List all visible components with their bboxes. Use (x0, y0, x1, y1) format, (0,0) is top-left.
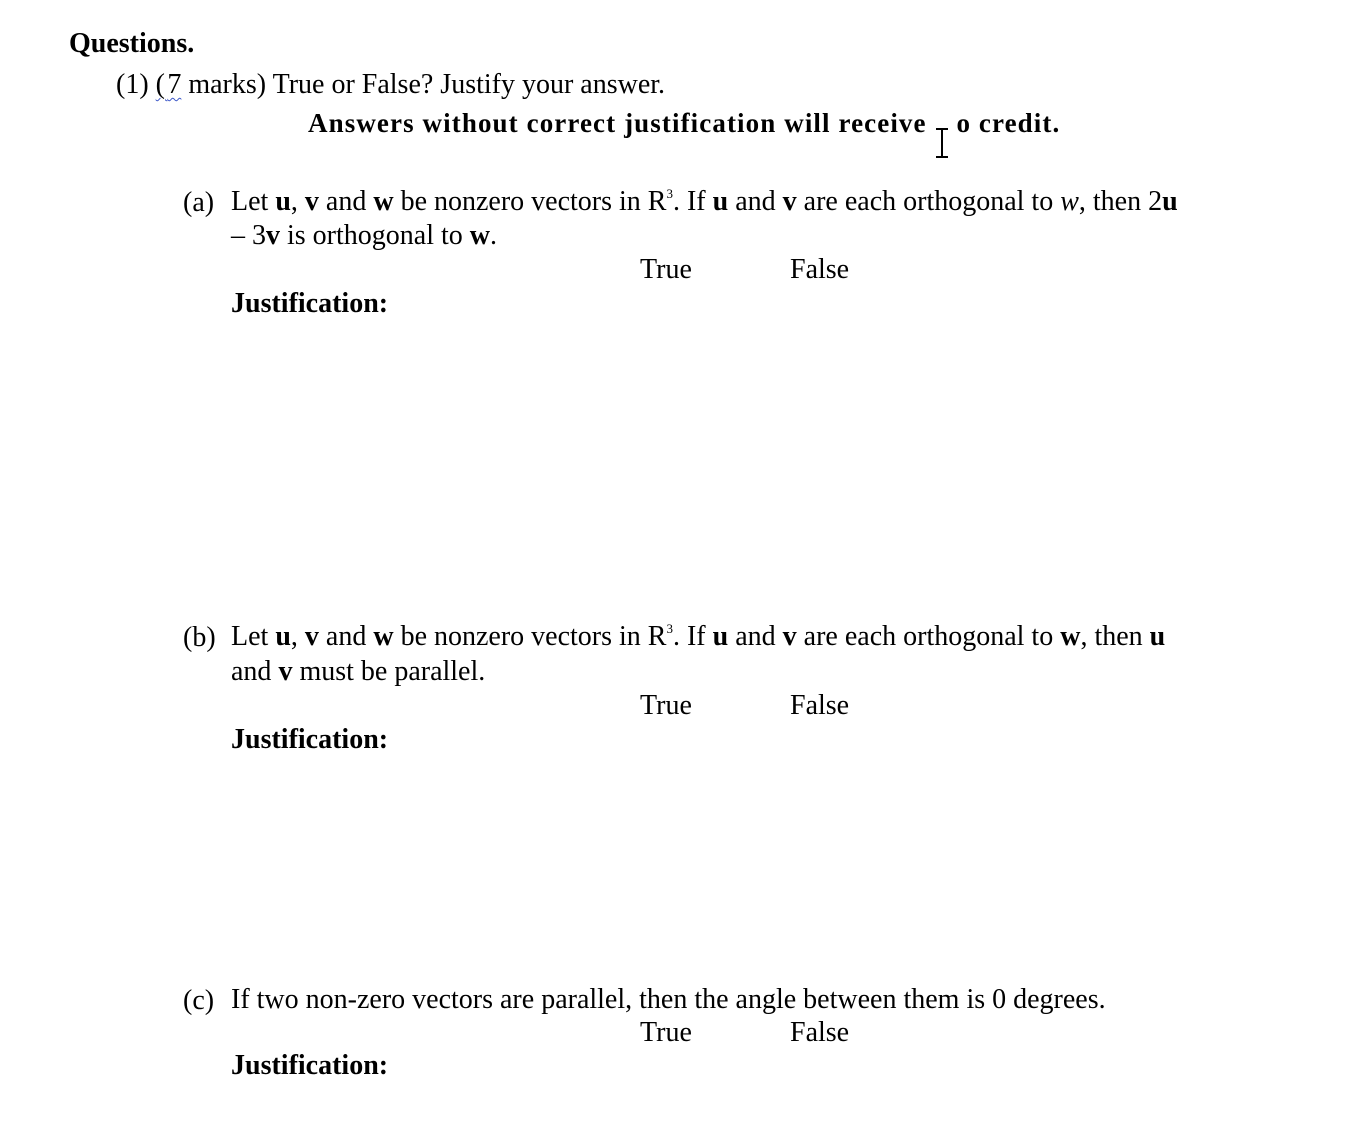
part-a-justification-label: Justification: (231, 288, 389, 319)
part-b-label: (b) (183, 622, 216, 653)
question-number: (1) (116, 69, 149, 100)
part-b-false-option[interactable]: False (790, 690, 850, 721)
part-a-statement-line2: – 3v is orthogonal to w. (231, 220, 497, 251)
part-b-true-option[interactable]: True (640, 690, 692, 721)
part-b-statement-line1: Let u, v and w be nonzero vectors in $R^3$. If u and v are each orthogonal to w, then u (231, 620, 1166, 652)
part-a-false-option[interactable]: False (790, 254, 850, 285)
part-a-label: (a) (183, 187, 215, 218)
question-1-header (116, 71, 665, 99)
question-1-instruction: marks) True or False? Justify your answer. (188, 69, 666, 100)
part-b-justification-label: Justification: (231, 724, 389, 755)
section-heading: Questions. (69, 28, 195, 59)
part-c-statement: If two non-zero vectors are parallel, then the angle between them is 0 degrees. (231, 984, 1106, 1015)
part-a-statement-line1: Let u, v and w be nonzero vectors in $R^3$. If u and v are each orthogonal to w, then 2u (231, 185, 1178, 217)
marks-open-paren: ( 7 (155, 69, 182, 100)
part-b-statement-line2: and v must be parallel. (231, 656, 486, 687)
text-cursor-icon (936, 128, 948, 158)
part-c-false-option[interactable]: False (790, 1017, 850, 1048)
credit-warning-part1: Answers without correct justification will receive (308, 108, 935, 138)
part-c-true-option[interactable]: True (640, 1017, 692, 1048)
marks-value: 7 (167, 69, 182, 100)
part-c-justification-label: Justification: (231, 1050, 389, 1081)
part-c-label: (c) (183, 985, 215, 1016)
part-a-true-option[interactable]: True (640, 254, 692, 285)
credit-warning-part2: o credit. (956, 108, 1061, 138)
credit-warning (308, 110, 1060, 137)
